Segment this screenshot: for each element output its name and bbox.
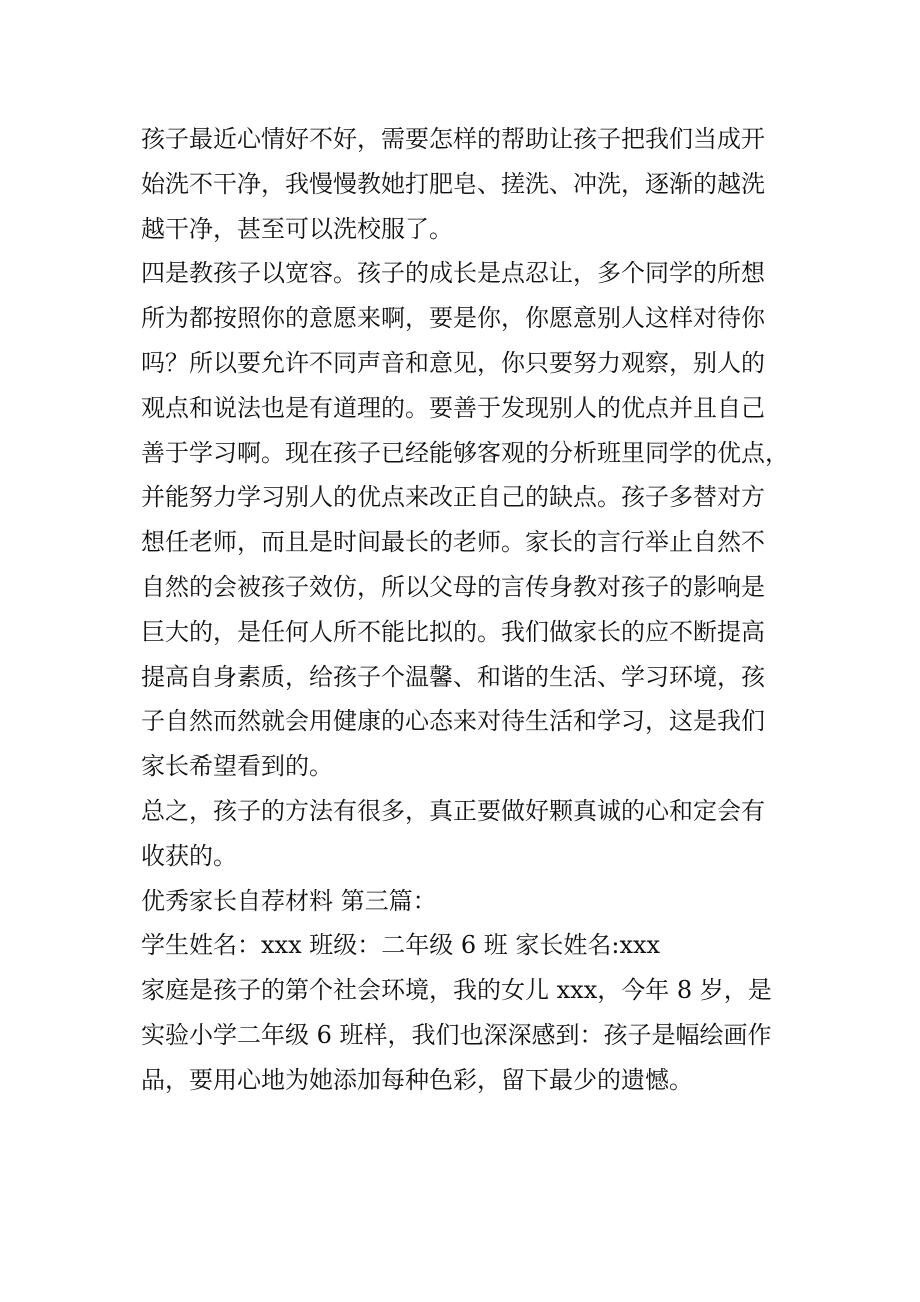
text-line: 家庭是孩子的第个社会环境，我的女儿 xxx，今年 8 岁，是 (141, 976, 772, 1005)
text-line: 总之，孩子的方法有很多，真正要做好颗真诚的心和定会有 (141, 796, 765, 825)
text-line: 收获的。 (141, 841, 237, 870)
text-line: 品，要用心地为她添加每种色彩，留下最少的遗憾。 (141, 1065, 693, 1094)
text-line: 四是教孩子以宽容。孩子的成长是点忍让，多个同学的所想 (141, 259, 765, 288)
text-line: 孩子最近心情好不好，需要怎样的帮助让孩子把我们当成开 (141, 125, 765, 153)
document-body (141, 117, 791, 1103)
text-line: 吗？所以要允许不同声音和意见，你只要努力观察，别人的 (141, 348, 765, 377)
text-line: 子自然而然就会用健康的心态来对待生活和学习，这是我们 (141, 707, 765, 736)
text-line: 提高自身素质，给孩子个温馨、和谐的生活、学习环境，孩 (141, 662, 765, 691)
text-line: 实验小学二年级 6 班样，我们也深深感到：孩子是幅绘画作 (141, 1020, 772, 1049)
student-info-line: 学生姓名：xxx 班级：二年级 6 班 家长姓名:xxx (141, 931, 661, 960)
text-line: 善于学习啊。现在孩子已经能够客观的分析班里同学的优点， (141, 438, 789, 467)
text-line: 观点和说法也是有道理的。要善于发现别人的优点并且自己 (141, 393, 765, 422)
text-line: 自然的会被孩子效仿，所以父母的言传身教对孩子的影响是 (141, 572, 765, 601)
text-line: 并能努力学习别人的优点来改正自己的缺点。孩子多替对方 (141, 483, 765, 512)
text-line: 巨大的，是任何人所不能比拟的。我们做家长的应不断提高 (141, 617, 765, 646)
text-line: 越干净，甚至可以洗校服了。 (141, 214, 453, 243)
text-line: 想任老师，而且是时间最长的老师。家长的言行举止自然不 (141, 528, 765, 557)
text-line: 家长希望看到的。 (141, 752, 333, 781)
section-heading: 优秀家长自荐材料 第三篇： (141, 886, 437, 915)
text-line: 所为都按照你的意愿来啊，要是你，你愿意别人这样对待你 (141, 304, 765, 333)
text-line: 始洗不干净，我慢慢教她打肥皂、搓洗、冲洗，逐渐的越洗 (141, 169, 765, 198)
